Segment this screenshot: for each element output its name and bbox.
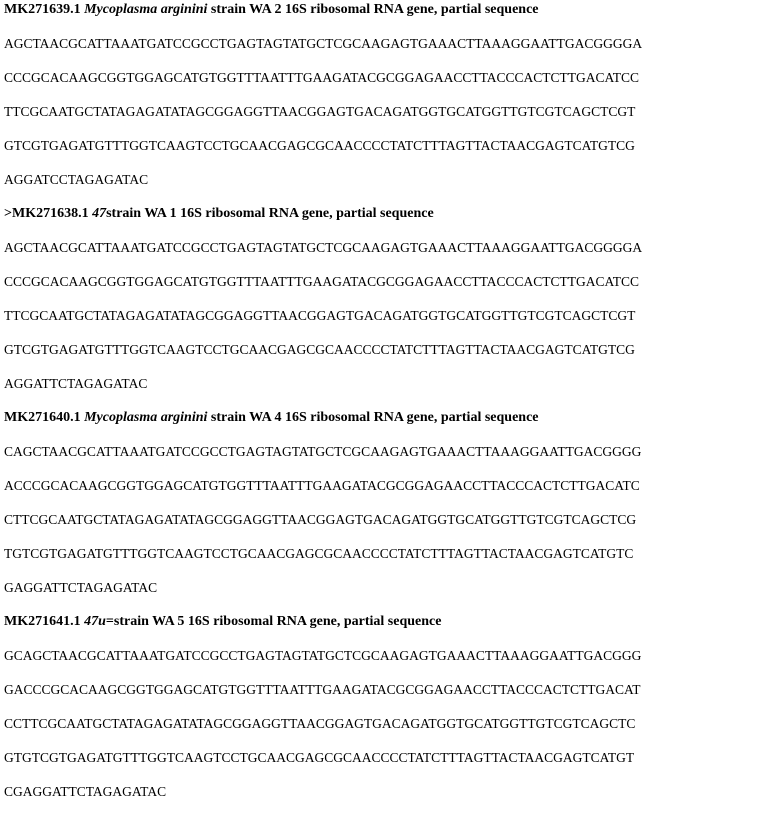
sequence-line: TTCGCAATGCTATAGAGATATAGCGGAGGTTAACGGAGTGACAGATGGTGCATGGTTGTCGTCAGCTCGT <box>4 308 636 323</box>
header-description: strain WA 4 16S ribosomal RNA gene, partial sequence <box>207 410 539 425</box>
sequence-line: TTCGCAATGCTATAGAGATATAGCGGAGGTTAACGGAGTGACAGATGGTGCATGGTTGTCGTCAGCTCGT <box>4 104 636 119</box>
sequence-line: GACCCGCACAAGCGGTGGAGCATGTGGTTTAATTTGAAGATACGCGGAGAACCTTACCCACTCTTGACAT <box>4 682 641 697</box>
sequence-line: AGGATCCTAGAGATAC <box>4 172 149 187</box>
sequence-line: GTCGTGAGATGTTTGGTCAAGTCCTGCAACGAGCGCAACCCCTATCTTTAGTTACTAACGAGTCATGTCG <box>4 138 635 153</box>
organism-name: 47u <box>84 614 106 629</box>
accession-number: MK271640.1 <box>4 410 81 425</box>
sequence-record <box>4 0 774 204</box>
organism-name: Mycoplasma arginini <box>84 2 208 17</box>
sequence-line: GTCGTGAGATGTTTGGTCAAGTCCTGCAACGAGCGCAACCCCTATCTTTAGTTACTAACGAGTCATGTCG <box>4 342 635 357</box>
sequence-line: CTTCGCAATGCTATAGAGATATAGCGGAGGTTAACGGAGTGACAGATGGTGCATGGTTGTCGTCAGCTCG <box>4 512 637 527</box>
accession-number: >MK271638.1 <box>4 206 89 221</box>
sequence-record <box>4 612 774 816</box>
sequence-document <box>4 0 774 816</box>
organism-name: 47 <box>92 206 107 221</box>
header-description: strain WA 1 16S ribosomal RNA gene, partial sequence <box>106 206 434 221</box>
sequence-line: AGGATTCTAGAGATAC <box>4 376 148 391</box>
sequence-record <box>4 408 774 612</box>
sequence-line: GTGTCGTGAGATGTTTGGTCAAGTCCTGCAACGAGCGCAACCCCTATCTTTAGTTACTAACGAGTCATGT <box>4 750 635 765</box>
sequence-line: CCCGCACAAGCGGTGGAGCATGTGGTTTAATTTGAAGATACGCGGAGAACCTTACCCACTCTTGACATCC <box>4 274 640 289</box>
organism-name: Mycoplasma arginini <box>84 410 208 425</box>
sequence-line: GAGGATTCTAGAGATAC <box>4 580 158 595</box>
sequence-line: GCAGCTAACGCATTAAATGATCCGCCTGAGTAGTATGCTCGCAAGAGTGAAACTTAAAGGAATTGACGGG <box>4 648 642 663</box>
sequence-record <box>4 204 774 408</box>
accession-number: MK271641.1 <box>4 614 81 629</box>
accession-number: MK271639.1 <box>4 2 81 17</box>
record-header <box>4 612 774 646</box>
header-description: strain WA 2 16S ribosomal RNA gene, partial sequence <box>207 2 539 17</box>
record-header <box>4 204 774 238</box>
record-header <box>4 408 774 442</box>
sequence-line: AGCTAACGCATTAAATGATCCGCCTGAGTAGTATGCTCGCAAGAGTGAAACTTAAAGGAATTGACGGGGA <box>4 36 643 51</box>
sequence-line: AGCTAACGCATTAAATGATCCGCCTGAGTAGTATGCTCGCAAGAGTGAAACTTAAAGGAATTGACGGGGA <box>4 240 643 255</box>
sequence-line: ACCCGCACAAGCGGTGGAGCATGTGGTTTAATTTGAAGATACGCGGAGAACCTTACCCACTCTTGACATC <box>4 478 640 493</box>
sequence-line: CAGCTAACGCATTAAATGATCCGCCTGAGTAGTATGCTCGCAAGAGTGAAACTTAAAGGAATTGACGGGG <box>4 444 642 459</box>
sequence-line: CCCGCACAAGCGGTGGAGCATGTGGTTTAATTTGAAGATACGCGGAGAACCTTACCCACTCTTGACATCC <box>4 70 640 85</box>
sequence-line: TGTCGTGAGATGTTTGGTCAAGTCCTGCAACGAGCGCAACCCCTATCTTTAGTTACTAACGAGTCATGTC <box>4 546 634 561</box>
sequence-line: CGAGGATTCTAGAGATAC <box>4 784 167 799</box>
header-description: =strain WA 5 16S ribosomal RNA gene, partial sequence <box>105 614 442 629</box>
sequence-line: CCTTCGCAATGCTATAGAGATATAGCGGAGGTTAACGGAGTGACAGATGGTGCATGGTTGTCGTCAGCTC <box>4 716 636 731</box>
record-header <box>4 0 774 34</box>
